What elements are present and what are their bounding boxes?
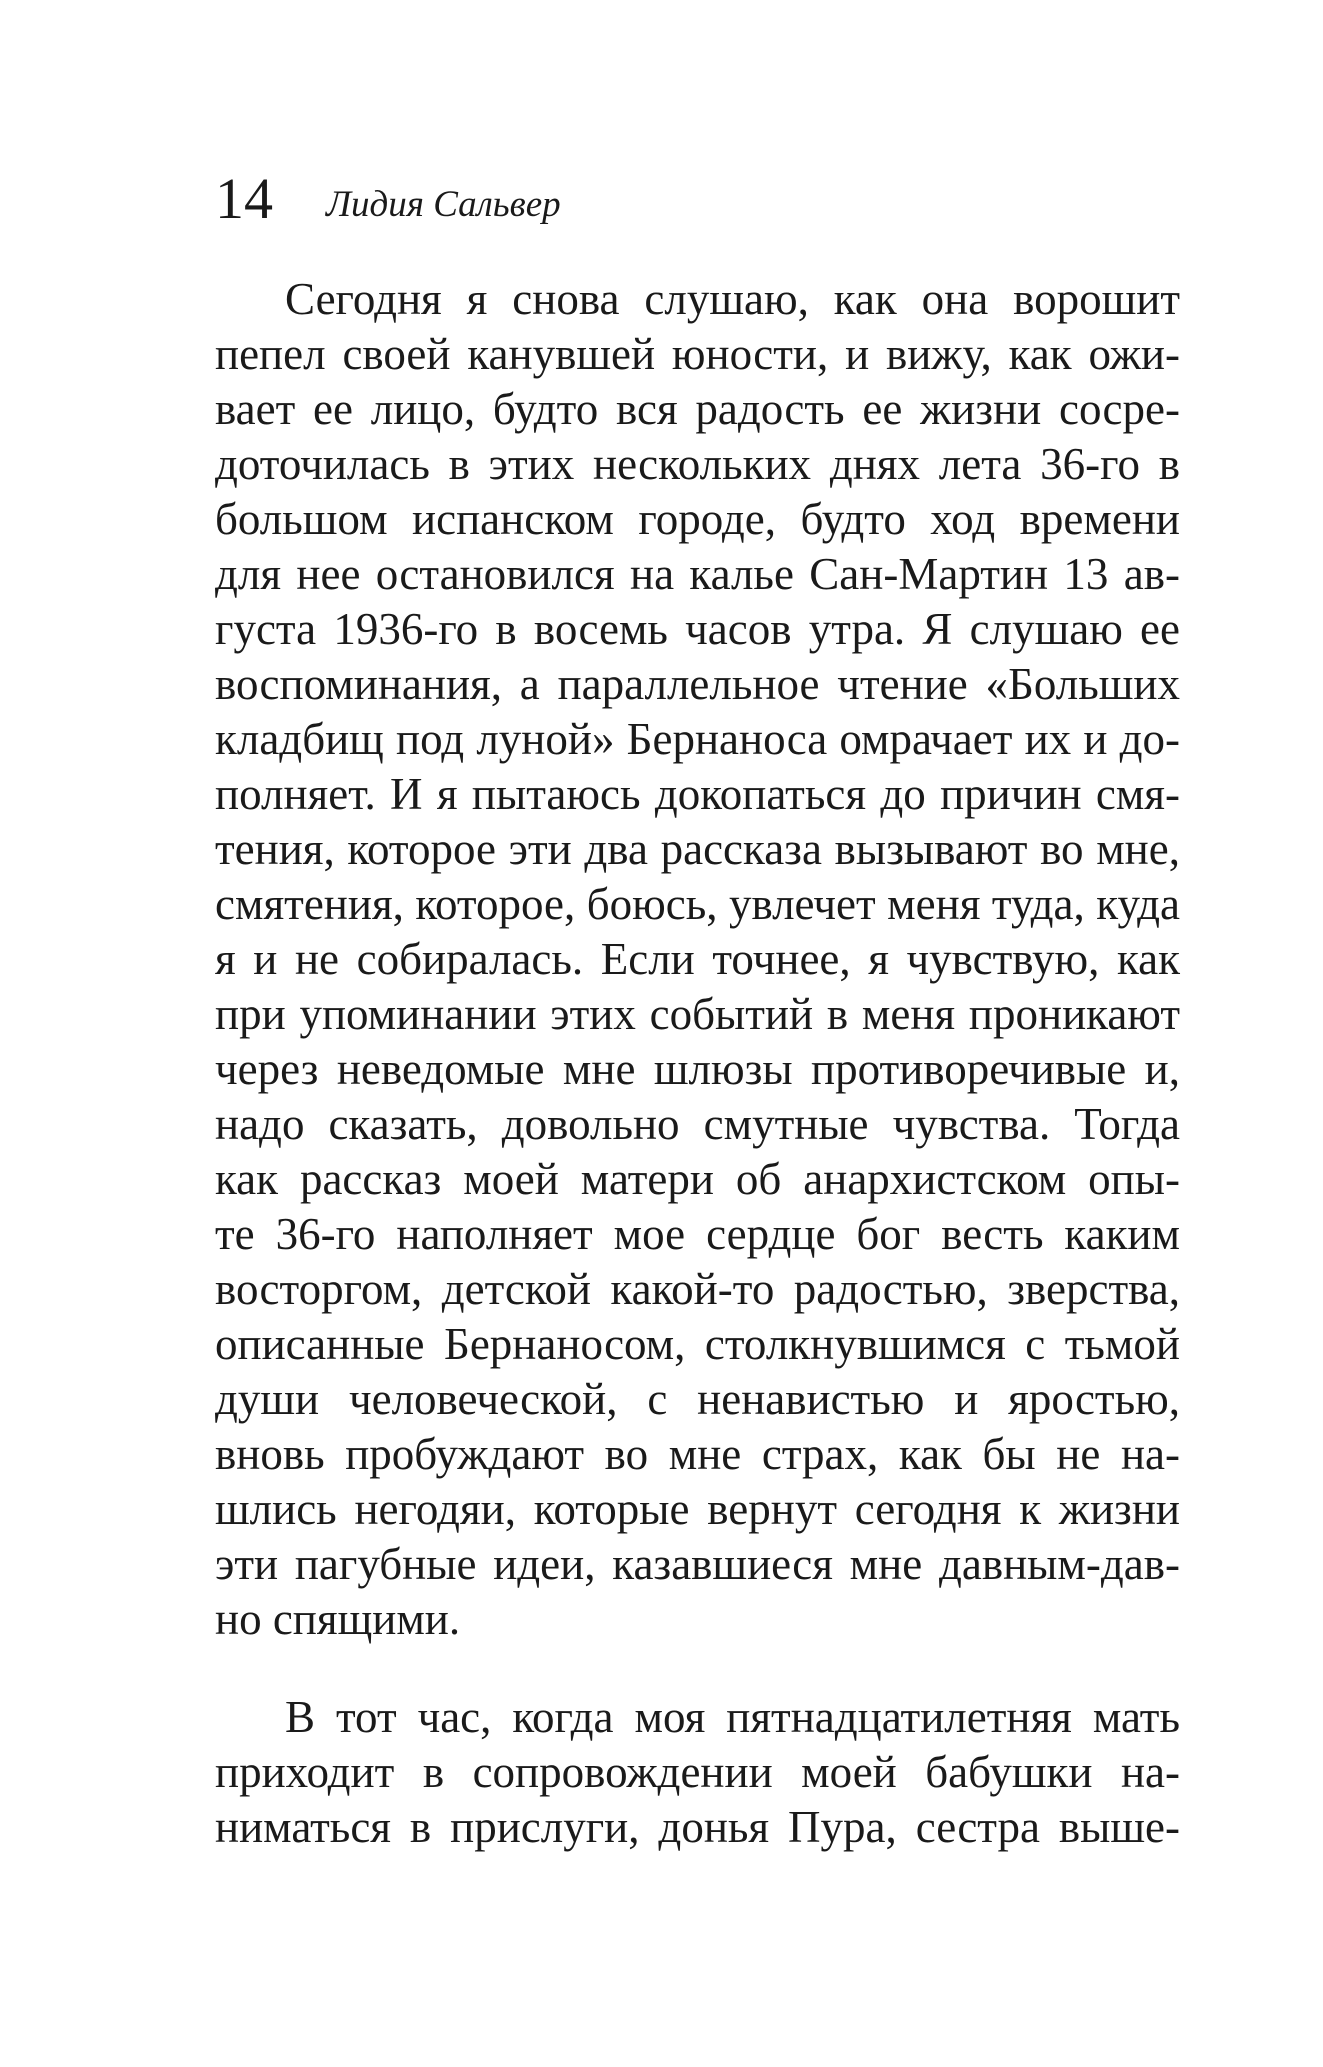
text-line: Сегодня я снова слушаю, как она ворошит (285, 274, 1180, 324)
page-number: 14 (215, 166, 273, 231)
text-line: вновь пробуждают во мне страх, как бы не на- (215, 1429, 1180, 1479)
text-line: большом испанском городе, будто ход времени (215, 494, 1180, 544)
paragraph (215, 1690, 1180, 1855)
text-line: приходит в сопровождении моей бабушки на- (215, 1747, 1180, 1797)
text-line: густа 1936-го в восемь часов утра. Я слушаю ее (215, 604, 1180, 654)
text-line: души человеческой, с ненавистью и яростью, (215, 1374, 1180, 1424)
text-line: вает ее лицо, будто вся радость ее жизни сосре- (215, 384, 1180, 434)
text-line: описанные Бернаносом, столкнувшимся с тьмой (215, 1319, 1180, 1369)
running-head-author: Лидия Сальвер (326, 184, 561, 225)
text-line: доточилась в этих нескольких днях лета 36-го в (215, 439, 1180, 489)
text-line: ниматься в прислуги, донья Пура, сестра выше- (215, 1802, 1180, 1852)
text-line: смятения, которое, боюсь, увлечет меня туда, куда (215, 879, 1180, 929)
text-line: я и не собиралась. Если точнее, я чувствую, как (215, 934, 1180, 984)
text-line: но спящими. (215, 1594, 461, 1644)
text-line: пепел своей канувшей юности, и вижу, как ожи- (215, 329, 1180, 379)
text-line: эти пагубные идеи, казавшиеся мне давным-дав- (215, 1539, 1180, 1589)
text-line: надо сказать, довольно смутные чувства. Тогда (215, 1099, 1180, 1149)
text-line: те 36-го наполняет мое сердце бог весть каким (215, 1209, 1180, 1259)
text-line: В тот час, когда моя пятнадцатилетняя мать (285, 1692, 1180, 1742)
text-line: для нее остановился на калье Сан-Мартин 13 ав- (215, 549, 1180, 599)
text-line: кладбищ под луной» Бернаноса омрачает их и до- (215, 714, 1180, 764)
text-line: восторгом, детской какой-то радостью, зверства, (215, 1264, 1180, 1314)
text-line: шлись негодяи, которые вернут сегодня к жизни (215, 1484, 1180, 1534)
text-line: как рассказ моей матери об анархистском опы- (215, 1154, 1180, 1204)
paragraph (215, 272, 1180, 1647)
text-line: воспоминания, а параллельное чтение «Больших (215, 659, 1180, 709)
text-line: тения, которое эти два рассказа вызывают во мне, (215, 824, 1180, 874)
text-line: при упоминании этих событий в меня проникают (215, 989, 1180, 1039)
text-line: полняет. И я пытаюсь докопаться до причин смя- (215, 769, 1180, 819)
text-line: через неведомые мне шлюзы противоречивые и, (215, 1044, 1180, 1094)
